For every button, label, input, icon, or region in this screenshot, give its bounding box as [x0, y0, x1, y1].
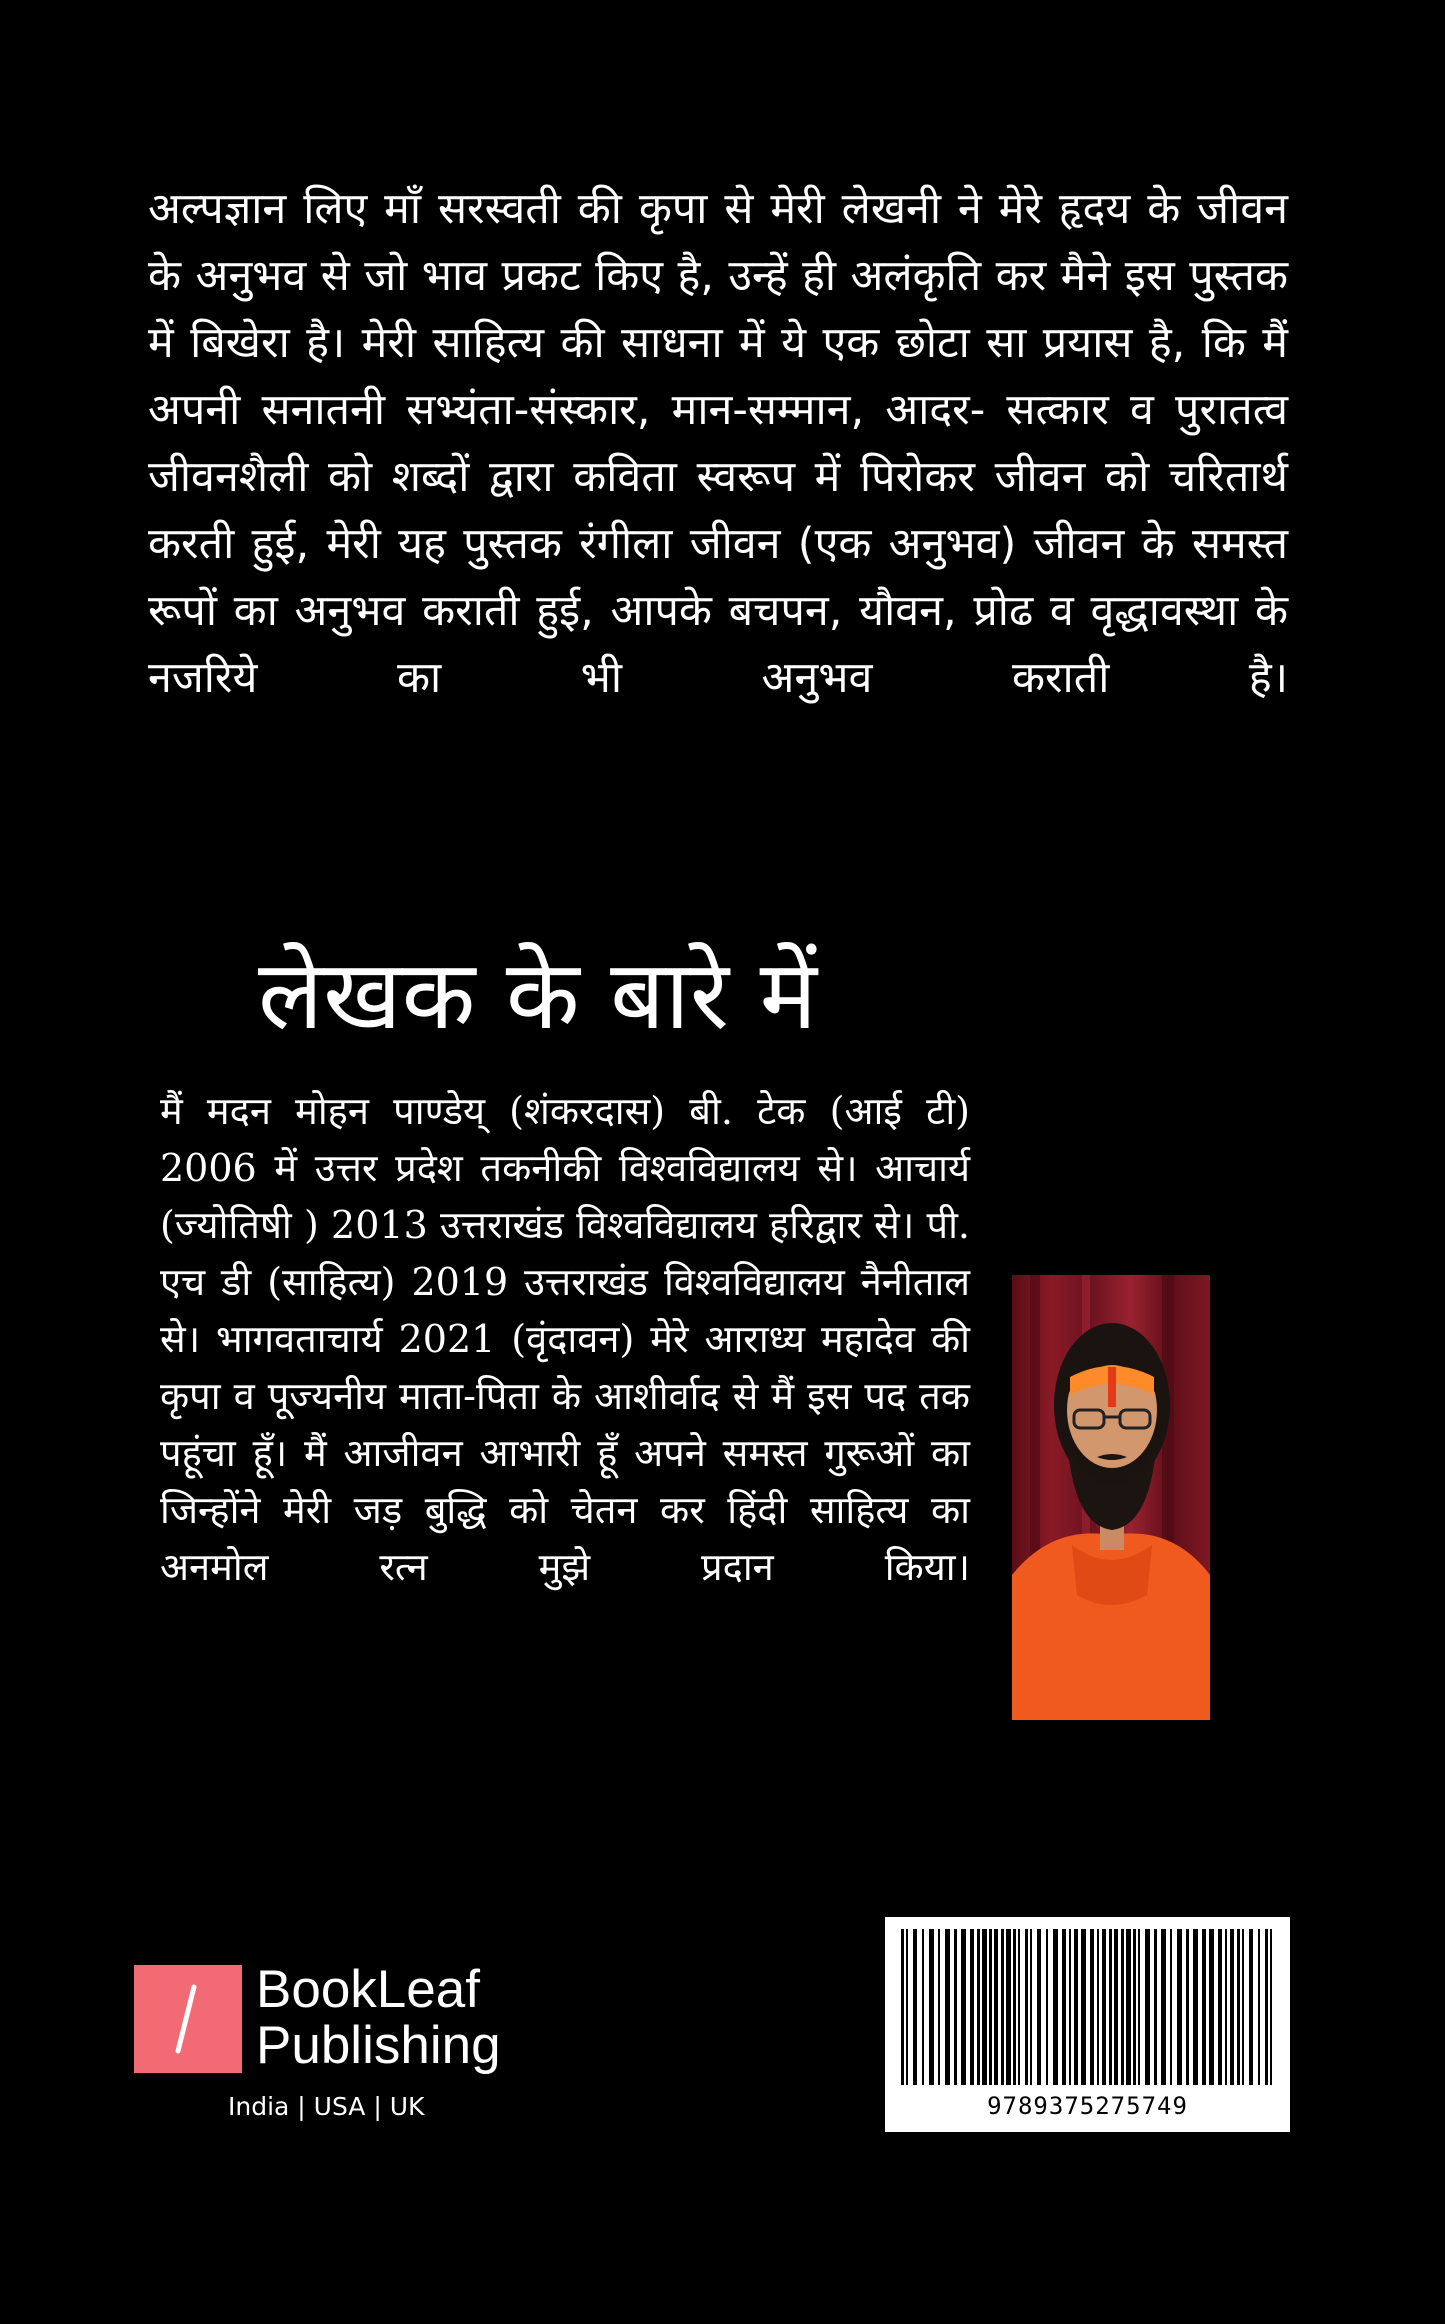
barcode-bar [1090, 1929, 1094, 2085]
publisher-name-line2: Publishing [256, 2016, 501, 2075]
barcode-bars [885, 1917, 1290, 2092]
barcode-bar [1230, 1929, 1234, 2085]
barcode-bar [1121, 1929, 1124, 2085]
barcode-bar [1062, 1929, 1066, 2085]
slash-icon [134, 1965, 242, 2073]
barcode-bar [1218, 1929, 1222, 2085]
publisher-name [256, 1962, 501, 2074]
barcode-bar [1074, 1929, 1078, 2085]
barcode-bar [1209, 1929, 1214, 2085]
barcode-bar [938, 1929, 940, 2085]
barcode-bar [1030, 1929, 1032, 2085]
barcode-bar [1097, 1929, 1099, 2085]
barcode-bar [1193, 1929, 1198, 2085]
barcode-bar [1001, 1929, 1004, 2085]
barcode-bar [1018, 1929, 1020, 2085]
barcode-bar [1161, 1929, 1166, 2085]
barcode-bar [945, 1929, 950, 2085]
barcode-bar [1102, 1929, 1106, 2085]
barcode-bar [901, 1929, 904, 2085]
barcode-bar [1053, 1929, 1058, 2085]
publisher-name-line1: BookLeaf [256, 1960, 480, 2019]
barcode-bar [1258, 1929, 1260, 2085]
barcode-bar [1270, 1929, 1272, 2085]
barcode-bar [1133, 1929, 1136, 2085]
barcode-bar [1081, 1929, 1086, 2085]
barcode-bar [1025, 1929, 1028, 2085]
barcode-bar [1006, 1929, 1011, 2085]
barcode-bar [982, 1929, 987, 2085]
barcode-bar [922, 1929, 924, 2085]
isbn-barcode [885, 1917, 1290, 2132]
barcode-bar [1138, 1929, 1140, 2085]
barcode-bar [1145, 1929, 1150, 2085]
barcode-bar [1249, 1929, 1253, 2085]
barcode-bar [954, 1929, 957, 2085]
barcode-bar [1069, 1929, 1071, 2085]
publisher-regions: India | USA | UK [228, 2092, 425, 2121]
barcode-bar [913, 1929, 917, 2085]
barcode-bar [977, 1929, 980, 2085]
barcode-bar [1242, 1929, 1244, 2085]
barcode-bar [1202, 1929, 1206, 2085]
barcode-bar [1037, 1929, 1041, 2085]
barcode-bar [929, 1929, 934, 2085]
barcode-bar [1013, 1929, 1016, 2085]
barcode-bar [994, 1929, 998, 2085]
barcode-bar [1126, 1929, 1131, 2085]
barcode-bar [1109, 1929, 1112, 2085]
barcode-bar [906, 1929, 908, 2085]
barcode-bar [961, 1929, 966, 2085]
barcode-bar [1225, 1929, 1227, 2085]
isbn-number: 9789375275749 [987, 2092, 1188, 2120]
author-bio: मैं मदन मोहन पाण्डेय् (शंकरदास) बी. टेक (आई टी) 2006 में उत्तर प्रदेश तकनीकी विश्वविद्यालय से। आचार्य (ज्योतिषी ) 2013 उत्तराखंड विश्वविद्यालय हरिद्वार से। पी. एच डी (साहित्य) 2019 उत्तराखंड विश्वविद्यालय नैनीताल से। भागवताचार्य 2021 (वृंदावन) मेरे आराध्य महादेव की कृपा व पूज्यनीय माता-पिता के आशीर्वाद से मैं इस पद तक पहूंचा हूँ। मैं आजीवन आभारी हूँ अपने समस्त गुरूओं का जिन्होंने मेरी जड़ बुद्धि को चेतन कर हिंदी साहित्य का अनमोल रत्न मुझे प्रदान किया। [160, 1089, 970, 1589]
book-blurb: अल्पज्ञान लिए माँ सरस्वती की कृपा से मेरी लेखनी ने मेरे हृदय के जीवन के अनुभव से जो भाव प्रकट किए है, उन्हें ही अलंकृति कर मैने इस पुस्तक में बिखेरा है। मेरी साहित्य की साधना में ये एक छोटा सा प्रयास है, कि मैं अपनी सनातनी सभ्यंता-संस्कार, मान-सम्मान, आदर- सत्कार व पुरातत्व जीवनशैली को शब्दों द्वारा कविता स्वरूप में पिरोकर जीवन को चरितार्थ करती हुई, मेरी यह पुस्तक रंगीला जीवन (एक अनुभव) जीवन के समस्त रूपों का अनुभव कराती हुई, आपके बचपन, यौवन, प्रोढ व वृद्धावस्था के नजरिये का भी अनुभव कराती है। [148, 184, 1288, 703]
barcode-bar [970, 1929, 974, 2085]
publisher-logo [134, 1960, 554, 2121]
barcode-bar [1154, 1929, 1157, 2085]
barcode-bar [1265, 1929, 1268, 2085]
about-author-heading: लेखक के बारे में [258, 939, 817, 1051]
barcode-bar [1237, 1929, 1240, 2085]
barcode-bar [1177, 1929, 1182, 2085]
barcode-bar [1170, 1929, 1172, 2085]
barcode-bar [1114, 1929, 1118, 2085]
barcode-bar [989, 1929, 992, 2085]
author-photo [1012, 1275, 1210, 1720]
barcode-bar [1186, 1929, 1189, 2085]
barcode-bar [1046, 1929, 1048, 2085]
author-portrait-image [1012, 1275, 1210, 1720]
